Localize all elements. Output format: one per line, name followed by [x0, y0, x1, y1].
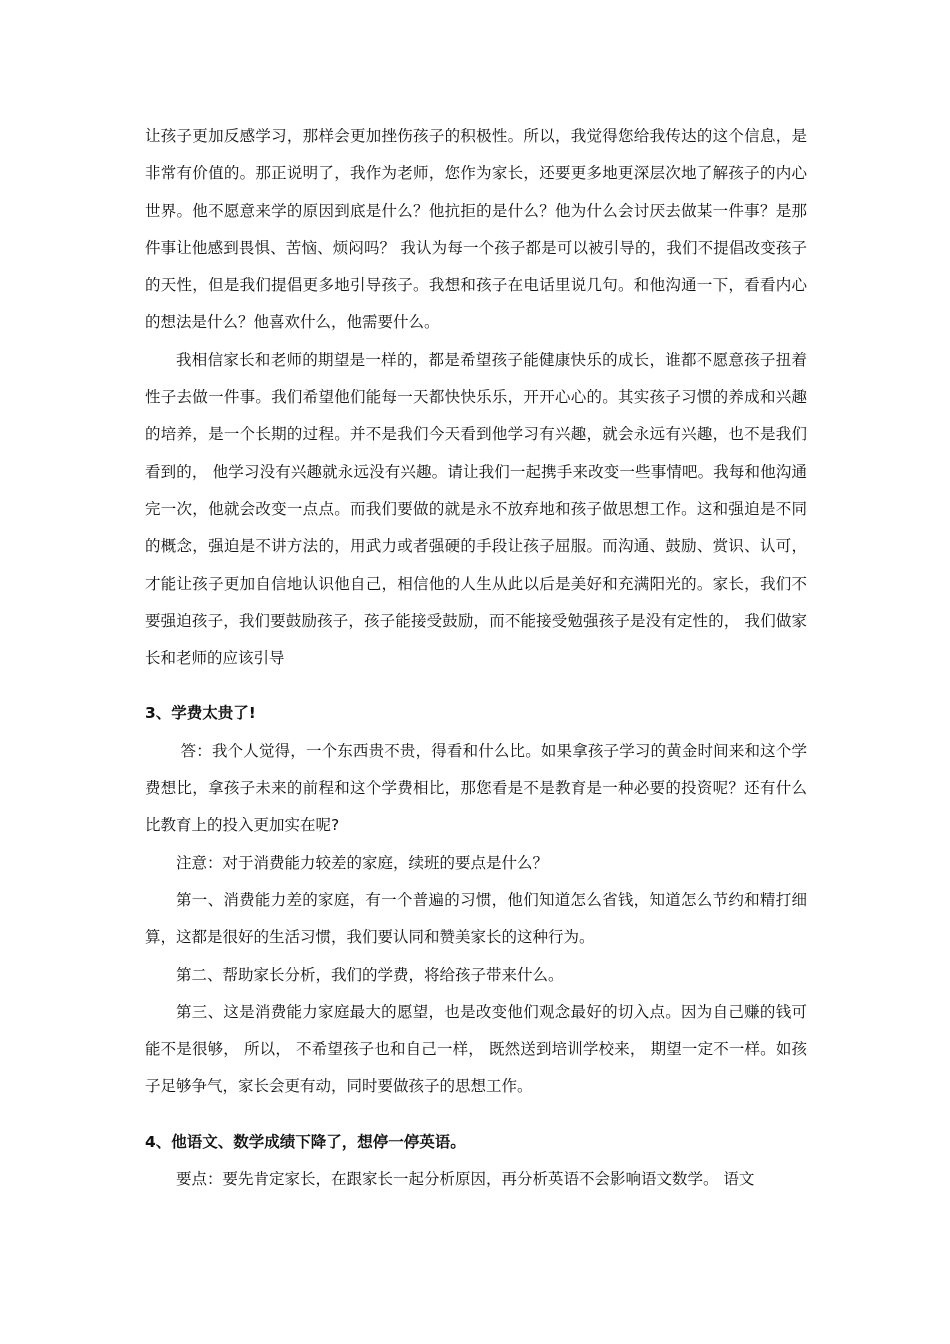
section-gap	[145, 1106, 807, 1124]
section-3-point-1: 第一、消费能力差的家庭，有一个普遍的习惯，他们知道怎么省钱，知道怎么节约和精打细算，这都是很好的生活习惯，我们要认同和赞美家长的这种行为。	[145, 890, 807, 947]
section-3-answer: 答：我个人觉得，一个东西贵不贵，得看和什么比。如果拿孩子学习的黄金时间来和这个学费想比，拿孩子未来的前程和这个学费相比，那您看是不是教育是一种必要的投资呢？还有什么比教育上的投入更加实在呢?	[145, 741, 807, 835]
section-3-point-2: 第二、帮助家长分析，我们的学费，将给孩子带来什么。	[176, 965, 564, 984]
section-gap	[145, 677, 807, 695]
section-3-heading: 3、学费太贵了!	[145, 704, 256, 723]
document-page	[145, 118, 807, 1198]
section-4-key-point: 要点：要先肯定家长，在跟家长一起分析原因，再分析英语不会影响语文数学。 语文	[176, 1170, 755, 1189]
paragraph-parents-teachers: 我相信家长和老师的期望是一样的，都是希望孩子能健康快乐的成长，谁都不愿意孩子扭着性子去做一件事。我们希望他们能每一天都快快乐乐，开开心心的。其实孩子习惯的养成和兴趣的培养，是一个长期的过程。并不是我们今天看到他学习有兴趣，就会永远有兴趣，也不是我们看到的， 他学习没有兴趣就永远没有兴趣。请让我们一起携手来改变一些事情吧。我每和他沟通完一次，他就会改变一点点。而我们要做的就是永不放弃地和孩子做思想工作。这和强迫是不同的概念，强迫是不讲方法的，用武力或者强硬的手段让孩子屈服。而沟通、鼓励、赏识、认可，才能让孩子更加自信地认识他自己，相信他的人生从此以后是美好和充满阳光的。家长，我们不要强迫孩子，我们要鼓励孩子，孩子能接受鼓励，而不能接受勉强孩子是没有定性的， 我们做家长和老师的应该引导	[145, 350, 807, 668]
section-3-point-3: 第三、这是消费能力家庭最大的愿望，也是改变他们观念最好的切入点。因为自己赚的钱可能不是很够， 所以， 不希望孩子也和自己一样， 既然送到培训学校来， 期望一定不一样。如孩子足够争气，家长会更有动，同时要做孩子的思想工作。	[145, 1002, 807, 1096]
section-4-heading: 4、他语文、数学成绩下降了，想停一停英语。	[145, 1132, 466, 1151]
section-3-note: 注意：对于消费能力较差的家庭，续班的要点是什么？	[176, 853, 549, 872]
paragraph-continued: 让孩子更加反感学习，那样会更加挫伤孩子的积极性。所以，我觉得您给我传达的这个信息，是非常有价值的。那正说明了，我作为老师，您作为家长，还要更多地更深层次地了解孩子的内心世界。他不愿意来学的原因到底是什么？他抗拒的是什么？他为什么会讨厌去做某一件事？是那件事让他感到畏惧、苦恼、烦闷吗？ 我认为每一个孩子都是可以被引导的，我们不提倡改变孩子的天性，但是我们提倡更多地引导孩子。我想和孩子在电话里说几句。和他沟通一下，看看内心的想法是什么？他喜欢什么，他需要什么。	[145, 127, 807, 332]
